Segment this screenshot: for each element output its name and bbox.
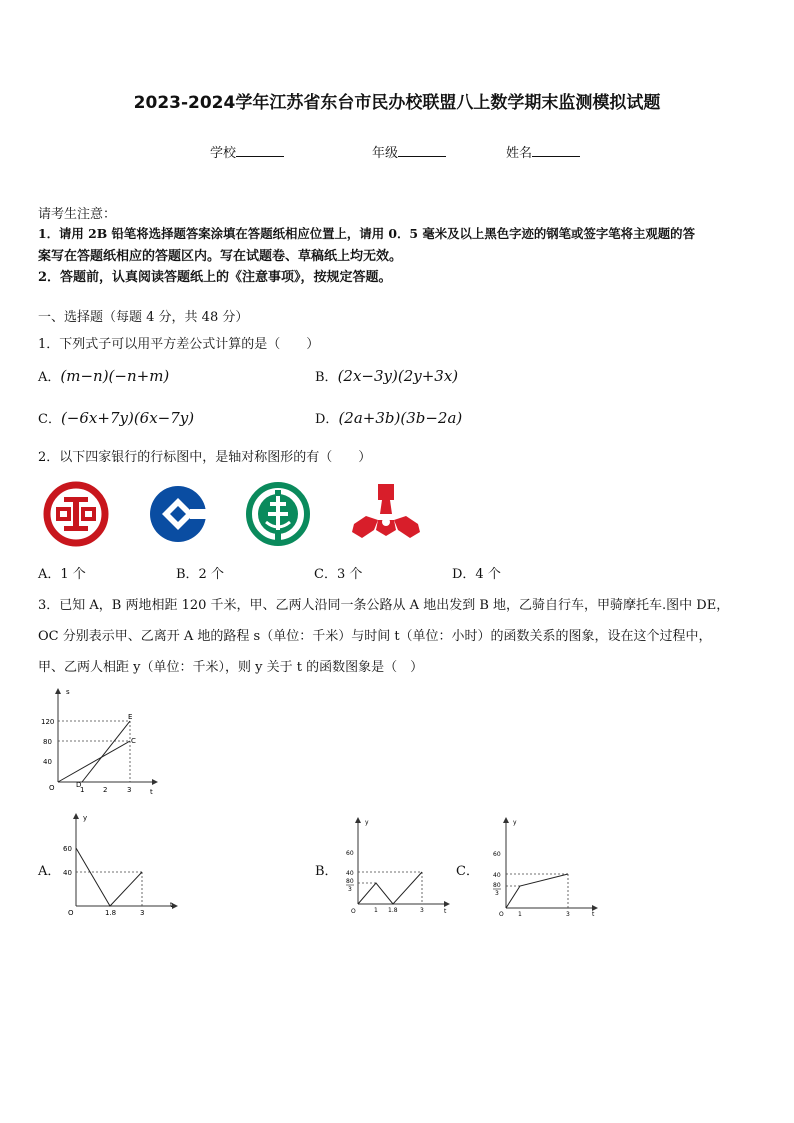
bank-logo-icon [348,480,424,548]
notice-line-1b: 案写在答题纸相应的答题区内。写在试题卷、草稿纸上均无效。 [38,249,403,264]
q3-options-B-axis_y: y [365,819,369,826]
q3-options-B-xticks-0: 1 [374,907,378,914]
icbc-logo-icon [42,480,110,548]
q1-option-a-expr: (m−n)(−n+m) [60,367,170,385]
q1-option-d[interactable] [315,408,462,427]
q3-option-b-label[interactable]: B． [315,864,338,879]
name-blank[interactable] [532,144,580,157]
q3-options-C-origin: O [499,911,504,918]
q1-option-b-label: B． [315,370,338,385]
q3-options-B-origin: O [351,908,356,915]
q2-option-a[interactable]: A．1 个 [38,567,86,582]
grade-label: 年级 [372,146,399,161]
section-heading: 一、选择题（每题 4 分，共 48 分） [38,310,249,325]
ytick-80: 80 [43,738,52,746]
q3-options-C-axis_y: y [513,819,517,826]
q2-option-c[interactable]: C．3 个 [314,567,363,582]
line-de [82,721,130,782]
q3-options-B-yticks-1: 60 [346,850,354,857]
q3-options-B-axis_x: t [444,908,447,915]
q3-line-2: OC 分别表示甲、乙离开 A 地的路程 s（单位：千米）与时间 t（单位：小时）的函数关系的图象，设在这个过程中， [38,629,712,644]
q2-option-b[interactable]: B．2 个 [176,567,224,582]
axis-label-s: s [66,688,70,696]
ytick-120: 120 [41,718,55,726]
school-label: 学校 [210,146,237,161]
q1-option-b-expr: (2x−3y)(2y+3x) [337,367,459,385]
q3-options-C-yticks-1: 60 [493,851,501,858]
q1-option-c-label: C． [38,412,61,427]
q3-options-A-axis_y: y [83,814,88,822]
q3-options-C-frac_den: 3 [495,890,499,897]
q1-option-a[interactable] [38,366,169,385]
q3-options-C-yticks-0: 40 [493,872,501,879]
grade-blank[interactable] [398,144,446,157]
q3-options-A-xticks-1: 3 [140,909,145,917]
q3-option-c-label[interactable]: C． [456,864,479,879]
q3-line-1: 3．已知 A，B 两地相距 120 千米，甲、乙两人沿同一条公路从 A 地出发到 B 地，乙骑自行车，甲骑摩托车.图中 DE， [38,598,730,613]
q3-options-B-xticks-2: 3 [420,907,424,914]
q1-option-a-label: A． [38,370,61,385]
xtick-3: 3 [127,786,132,794]
q3-options-B-frac_den: 3 [348,886,352,893]
q3-option-b-graph[interactable] [338,816,458,920]
q3-options-A-yticks-0: 40 [63,869,72,877]
page-title: 2023-2024学年江苏省东台市民办校联盟八上数学期末监测模拟试题 [133,93,661,113]
q1-option-c-expr: (−6x+7y)(6x−7y) [60,409,195,427]
q2-stem: 2．以下四家银行的行标图中，是轴对称图形的有（ ） [38,450,372,465]
notice-heading: 请考生注意： [38,207,117,222]
grade-field[interactable] [372,142,446,161]
name-field[interactable] [506,142,580,161]
school-field[interactable] [210,142,284,161]
notice-line-2: 2．答题前，认真阅读答题纸上的《注意事项》，按规定答题。 [38,270,392,285]
notice-line-1a: 1．请用 2B 铅笔将选择题答案涂填在答题纸相应位置上，请用 0．5 毫米及以上黑色字迹的钢笔或签字笔将主观题的答 [38,226,695,241]
q3-options-B-yticks-0: 40 [346,870,354,877]
q1-option-c[interactable] [38,408,194,427]
q3-option-a-label[interactable]: A． [38,864,61,879]
q3-options-C-frac_num: 80 [493,882,501,889]
q3-line-3: 甲、乙两人相距 y（单位：千米），则 y 关于 t 的函数图象是（ ） [38,660,424,675]
q1-option-d-label: D． [315,412,339,427]
line-oc [58,741,130,782]
q3-options-C-axis_x: t [592,911,595,918]
origin-label: O [49,784,55,792]
q3-option-c-graph[interactable] [482,816,606,920]
school-blank[interactable] [236,144,284,157]
ccb-logo-icon [144,480,212,548]
axis-label-t: t [150,788,153,796]
xtick-2: 2 [103,786,108,794]
q3-options-B-frac_num: 80 [346,878,354,885]
q3-option-a-graph[interactable] [58,812,183,918]
q3-main-graph [40,686,160,798]
q3-options-C-xticks-0: 1 [518,911,522,918]
point-d-label: D [76,781,82,789]
xtick-1: 1 [80,786,85,794]
q1-option-d-expr: (2a+3b)(3b−2a) [338,409,463,427]
q3-options-C-xticks-1: 3 [566,911,570,918]
q1-stem: 1．下列式子可以用平方差公式计算的是（ ） [38,337,320,352]
q3-options-A-yticks-1: 60 [63,845,72,853]
q2-option-d[interactable]: D．4 个 [452,567,501,582]
q1-option-b[interactable] [315,366,458,385]
q3-options-A-origin: O [68,909,74,917]
abc-logo-icon [244,480,312,548]
q3-options-A-xticks-0: 1.8 [105,909,117,917]
q3-options-A-axis_x: t [170,901,173,909]
q3-options-B-xticks-1: 1.8 [388,907,398,914]
point-c-label: C [131,737,136,745]
ytick-40: 40 [43,758,52,766]
point-e-label: E [128,713,133,721]
name-label: 姓名 [506,146,533,161]
